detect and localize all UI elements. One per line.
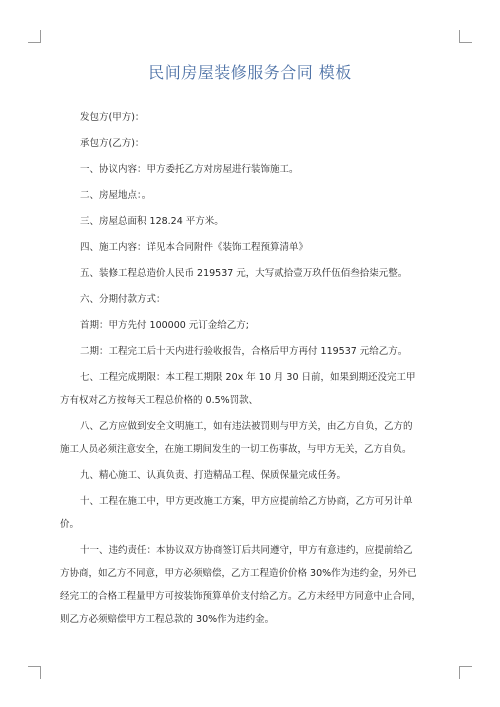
crop-mark-bottom-left <box>28 666 41 679</box>
clause-11-line-2: 方协商，如乙方不同意，甲方必须赔偿，乙方工程造价价格 30%作为违约金，另外已 <box>60 568 417 579</box>
party-a-line: 发包方(甲方)： <box>80 112 145 123</box>
clause-4: 四、施工内容：详见本合同附件《装饰工程预算清单》 <box>80 242 309 253</box>
document-title: 民间房屋装修服务合同 模板 <box>148 63 352 82</box>
clause-8 <box>60 420 444 457</box>
payment-second: 二期：工程完工后十天内进行验收报告，合格后甲方再付 119537 元给乙方。 <box>80 346 408 357</box>
clause-8-line-2: 施工人员必须注意安全，在施工期间发生的一切工伤事故，与甲方无关，乙方自负。 <box>60 444 412 455</box>
clause-7 <box>60 371 444 408</box>
clause-2: 二、房屋地点：。 <box>80 190 152 201</box>
party-b-line: 承包方(乙方)： <box>80 138 145 149</box>
clause-11-line-3: 经完工的合格工程量甲方可按装饰预算单价支付给乙方。乙方未经甲方同意中止合同， <box>60 591 422 602</box>
contract-body <box>60 111 444 627</box>
clause-7-line-1: 七、工程完成期限：本工程工期限 20x 年 10 月 30 日前，如果到期还没完工甲 <box>80 372 416 383</box>
clause-8-line-1: 八、乙方应做到安全文明施工，如有违法被罚则与甲方关，由乙方自负，乙方的 <box>80 421 413 432</box>
clause-6: 六、分期付款方式： <box>80 294 166 305</box>
clause-11-line-4: 则乙方必须赔偿甲方工程总款的 30%作为违约金。 <box>60 614 275 625</box>
clause-10 <box>60 495 444 532</box>
clause-5: 五、装修工程总造价人民币 219537 元，大写贰拾壹万玖仟伍佰叁拾柒元整。 <box>80 268 408 279</box>
clause-3: 三、房屋总面积 128.24 平方米。 <box>80 216 224 227</box>
crop-mark-top-left <box>28 30 41 43</box>
crop-mark-bottom-right <box>459 666 472 679</box>
clause-1: 一、协议内容：甲方委托乙方对房屋进行装饰施工。 <box>80 164 299 175</box>
clause-11-line-1: 十一、违约责任：本协议双方协商签订后共同遵守，甲方有意违约，应提前给乙 <box>80 545 413 556</box>
clause-9: 九、精心施工、认真负责、打造精品工程、保质保量完成任务。 <box>80 470 347 481</box>
clause-10-line-1: 十、工程在施工中，甲方更改施工方案，甲方应提前给乙方协商，乙方可另计单 <box>80 496 413 507</box>
crop-mark-top-right <box>459 30 472 43</box>
clause-10-line-2: 价。 <box>60 519 80 530</box>
clause-11 <box>60 544 444 627</box>
clause-7-line-2: 方有权对乙方按每天工程总价格的 0.5%罚款、 <box>60 395 259 406</box>
payment-first: 首期：甲方先付 100000 元订金给乙方; <box>80 320 250 331</box>
